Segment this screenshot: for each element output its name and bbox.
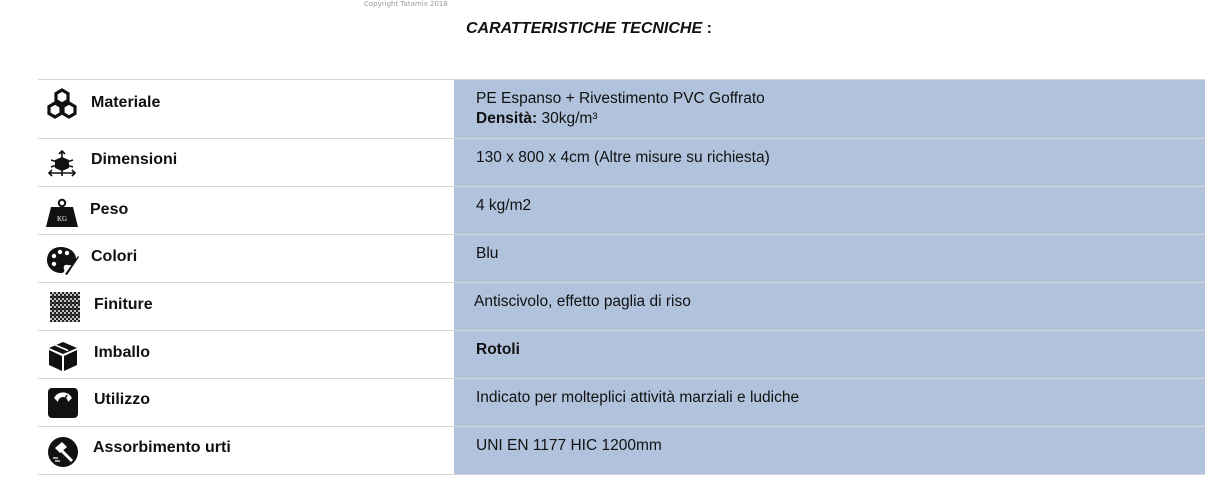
density-line: [476, 109, 1205, 129]
label-cell: [38, 427, 454, 474]
value-cell: [454, 80, 1205, 138]
spec-label: Assorbimento urti: [93, 439, 231, 456]
spec-row-materiale: [38, 80, 1205, 139]
value-cell: [454, 139, 1205, 186]
spec-value: Antiscivolo, effetto paglia di riso: [474, 293, 691, 310]
spec-row-dimensioni: [38, 139, 1205, 187]
spec-value: PE Espanso + Rivestimento PVC Goffrato: [476, 90, 765, 107]
spec-label: Materiale: [91, 94, 161, 111]
spec-row-assorbimento-urti: [38, 427, 1205, 475]
hammer-impact-icon: [46, 436, 80, 468]
spec-label: Colori: [91, 248, 138, 265]
spec-label: Finiture: [94, 296, 153, 313]
copyright-text: Copyright Tatamix 2018: [364, 0, 448, 8]
value-cell: [454, 235, 1205, 282]
density-value: 30kg/m³: [537, 110, 598, 127]
value-cell: [454, 379, 1205, 426]
texture-icon: [49, 291, 81, 323]
spec-value: Indicato per molteplici attività marziali e ludiche: [476, 389, 800, 406]
label-cell: [38, 235, 454, 282]
label-cell: [38, 187, 454, 234]
label-cell: [38, 331, 454, 378]
spec-value: Blu: [476, 245, 499, 262]
palette-icon: [45, 244, 79, 276]
spec-value: UNI EN 1177 HIC 1200mm: [476, 437, 662, 454]
value-cell: [454, 283, 1205, 330]
value-cell: [454, 331, 1205, 378]
label-cell: [38, 283, 454, 330]
weight-mark: KG: [56, 215, 68, 223]
label-cell: [38, 139, 454, 186]
label-cell: [38, 379, 454, 426]
spec-label: Peso: [90, 201, 129, 218]
spec-label: Dimensioni: [91, 151, 178, 168]
spec-row-finiture: [38, 283, 1205, 331]
spec-row-colori: [38, 235, 1205, 283]
scale-icon: [46, 387, 80, 419]
specs-table: [38, 79, 1205, 475]
density-label: Densità:: [476, 110, 538, 127]
title-colon: :: [702, 20, 712, 37]
title-text: CARATTERISTICHE TECNICHE: [466, 20, 703, 37]
value-cell: [454, 427, 1205, 474]
weight-kg-icon: [45, 197, 79, 229]
spec-label: Imballo: [94, 344, 151, 361]
page-title: [466, 20, 712, 38]
label-cell: [38, 80, 454, 138]
spec-value: Rotoli: [476, 341, 520, 358]
hexagons-icon: [45, 88, 79, 120]
spec-row-imballo: [38, 331, 1205, 379]
spec-value: 130 x 800 x 4cm (Altre misure su richiesta): [476, 149, 770, 166]
spec-row-peso: [38, 187, 1205, 235]
spec-row-utilizzo: [38, 379, 1205, 427]
value-cell: [454, 187, 1205, 234]
spec-label: Utilizzo: [94, 391, 150, 408]
dimensions-icon: [45, 148, 79, 180]
spec-value: 4 kg/m2: [476, 197, 532, 214]
box-icon: [46, 340, 80, 372]
